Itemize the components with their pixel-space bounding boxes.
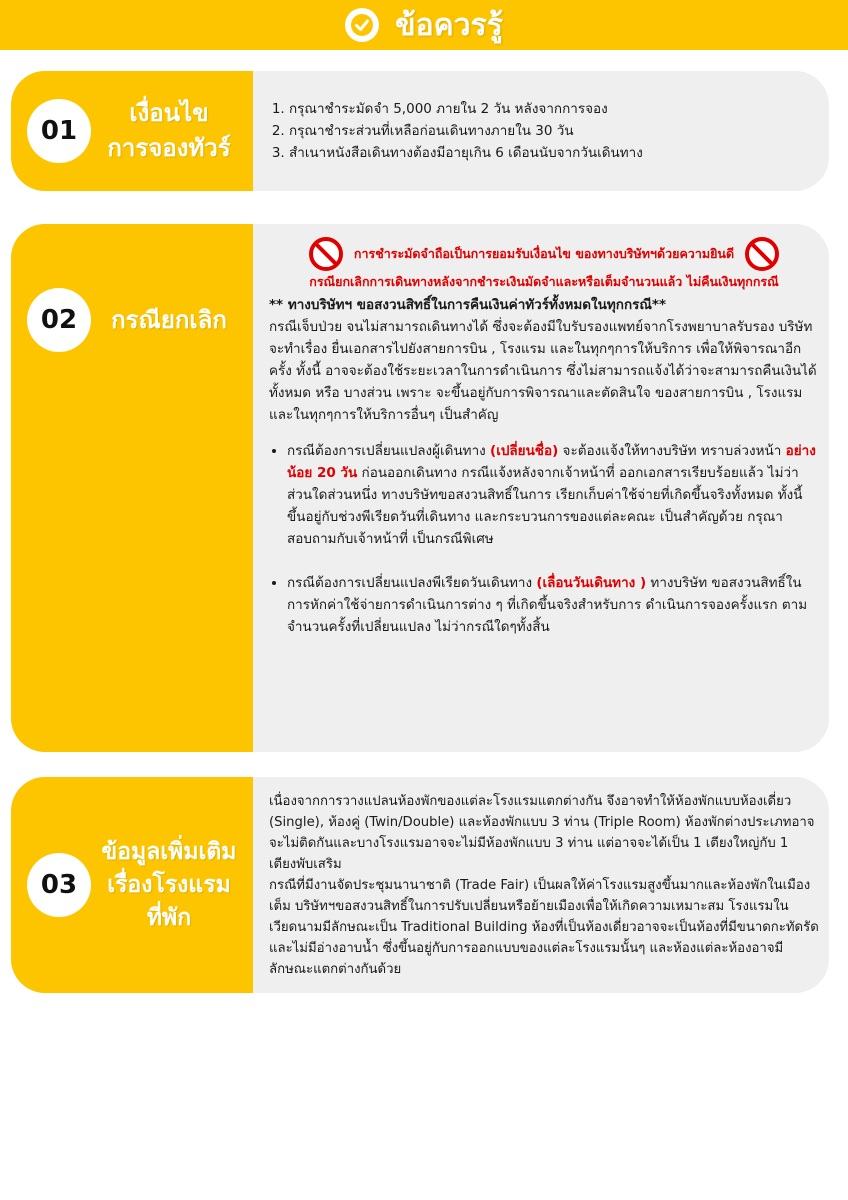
section-label-panel	[11, 71, 253, 191]
hotel-info-section	[11, 777, 829, 993]
list-item: 2. กรุณาชำระส่วนที่เหลือก่อนเดินทางภายใน 30 วัน	[289, 120, 643, 142]
section-content	[253, 224, 829, 752]
section-title: กรณียกเลิก	[111, 305, 227, 334]
illness-paragraph: กรณีเจ็บป่วย จนไม่สามารถเดินทางได้ ซึ่งจะต้องมีใบรับรองแพทย์จากโรงพยาบาลรับรอง บริษัทจะทำเรื่อง ยื่นเอกสารไปยังสายการบิน , โรงแรม และในทุกๆการให้บริการ เพื่อให้พิจารณาอีกครั้ง ทั้งนี้ อาจจะต้องใช้ระยะเวลาในการดำเนินการ ซึ่งไม่สามารถแจ้งได้ว่าจะสามารถคืนเงินได้ทั้งหมด หรือ บางส่วน เพราะ จะขึ้นอยู่กับการพิจารณาและตัดสินใจ ของสายการบิน , โรงแรม และในทุกๆการให้บริการอื่นๆ เป็นสำคัญ	[269, 319, 817, 423]
warning-line: การชำระมัดจำถือเป็นการยอมรับเงื่อนไข ของทางบริษัทฯด้วยความยินดี	[353, 246, 735, 261]
list-item: • กรณีต้องการเปลี่ยนแปลงพีเรียดวันเดินทาง (เลื่อนวันเดินทาง ) ทางบริษัท ขอสงวนสิทธิ์ในการหักค่าใช้จ่ายการดำเนินการต่าง ๆ ที่เกิดขึ้นจริงสำหรับการ ดำเนินการจองครั้งแรก ตามจำนวนครั้งที่เปลี่ยนแปลง ไม่ว่ากรณีใดๆทั้งสิ้น	[287, 572, 819, 638]
list-item: 3. สำเนาหนังสือเดินทางต้องมีอายุเกิน 6 เดือนนับจากวันเดินทาง	[289, 142, 643, 164]
section-label-panel	[11, 224, 253, 752]
section-content	[253, 71, 829, 191]
check-circle-icon	[345, 8, 379, 42]
room-type-paragraph: เนื่องจากการวางแปลนห้องพักของแต่ละโรงแรมแตกต่างกัน จึงอาจทำให้ห้องพักแบบห้องเดี่ยว (Single), ห้องคู่ (Twin/Double) และห้องพักแบบ 3 ท่าน (Triple Room) ห้องพักต่างประเภทอาจจะไม่ติดกันและบางโรงแรมอาจจะไม่มีห้องพักแบบ 3 ท่าน แต่อาจจะได้เป็น 1 เตียงใหญ่กับ 1 เตียงพับเสริม	[269, 793, 815, 872]
trade-fair-paragraph: กรณีที่มีงานจัดประชุมนานาชาติ (Trade Fair) เป็นผลให้ค่าโรงแรมสูงขึ้นมากและห้องพักในเมืองเต็ม บริษัทฯขอสงวนสิทธิ์ในการปรับเปลี่ยนหรือย้ายเมืองเพื่อให้เกิดความเหมาะสม โรงแรมในเวียดนามมีลักษณะเป็น Traditional Building ห้องที่เป็นห้องเดี่ยวอาจจะเป็นห้องที่มีขนาดกะทัดรัด และไม่มีอ่างอาบน้ำ ซึ่งขึ้นอยู่กับการออกแบบของแต่ละโรงแรมนั้นๆ และห้องแต่ละห้องอาจมีลักษณะแตกต่างกันด้วย	[269, 877, 819, 977]
section-number: 03	[27, 853, 91, 917]
refund-note: ** ทางบริษัทฯ ขอสงวนสิทธิ์ในการคืนเงินค่าทัวร์ทั้งหมดในทุกกรณี**	[269, 297, 667, 313]
section-label-panel	[11, 777, 253, 993]
highlight-text: อย่างน้อย 20 วัน	[287, 443, 816, 481]
section-title: ข้อมูลเพิ่มเติม เรื่องโรงแรม ที่พัก	[101, 838, 237, 931]
section-number: 02	[27, 288, 91, 352]
page-title: ข้อควรรู้	[395, 7, 503, 43]
change-policy-list	[269, 440, 819, 638]
cancellation-section	[11, 224, 829, 752]
prohibited-icon	[744, 236, 780, 272]
list-item: 1. กรุณาชำระมัดจำ 5,000 ภายใน 2 วัน หลังจากการจอง	[289, 98, 643, 120]
section-number: 01	[27, 99, 91, 163]
page-header	[0, 0, 848, 50]
list-item: • กรณีต้องการเปลี่ยนแปลงผู้เดินทาง (เปลี่ยนชื่อ) จะต้องแจ้งให้ทางบริษัท ทราบล่วงหน้า อย่างน้อย 20 วัน ก่อนออกเดินทาง กรณีแจ้งหลังจากเจ้าหน้าที่ ออกเอกสารเรียบร้อยแล้ว ไม่ว่าส่วนใดส่วนหนึ่ง ทางบริษัทขอสงวนสิทธิ์ในการ เรียกเก็บค่าใช้จ่ายที่เกิดขึ้นจริงทั้งหมด ทั้งนี้ขึ้นอยู่กับช่วงพีเรียดวันที่เดินทาง และกระบวนการของแต่ละคณะ เป็นสำคัญด้วย กรุณาสอบถามกับเจ้าหน้าที่ เป็นกรณีพิเศษ	[287, 440, 819, 550]
highlight-text: (เปลี่ยนชื่อ)	[490, 443, 559, 459]
warning-line: กรณียกเลิกการเดินทางหลังจากชำระเงินมัดจำและหรือเต็มจำนวนแล้ว ไม่คืนเงินทุกกรณี	[309, 274, 779, 289]
section-title: เงื่อนไข การจองทัวร์	[107, 99, 231, 162]
prohibited-icon	[308, 236, 344, 272]
highlight-text: (เลื่อนวันเดินทาง )	[536, 575, 647, 591]
section-content	[253, 777, 829, 993]
warning-block	[269, 236, 819, 292]
booking-conditions-section	[11, 71, 829, 191]
condition-list	[269, 98, 643, 164]
